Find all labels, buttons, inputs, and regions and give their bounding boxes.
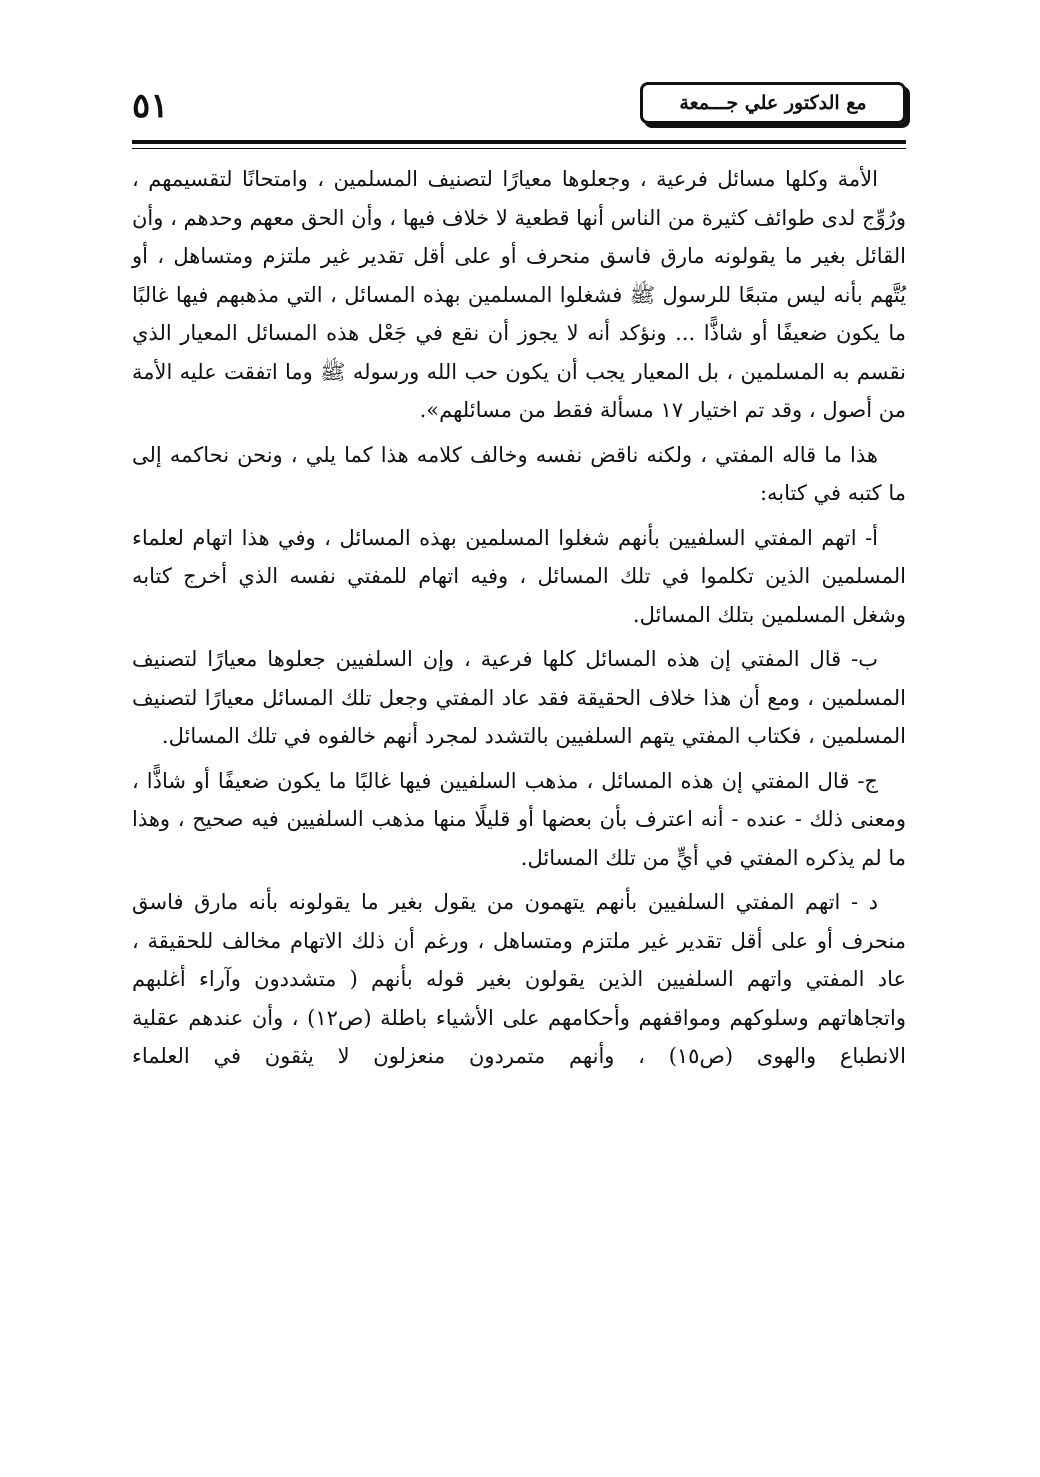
paragraph-point-d: د - اتهم المفتي السلفيين بأنهم يتهمون من يقول بغير ما يقولونه بأنه مارق فاسق منحرف أو على أقل تقدير غير ملتزم ومتساهل ، ورغم أن ذلك الاتهام مخالف للحقيقة ، عاد المفتي واتهم السلفيين الذين يقولون بغير قوله بأنهم ( متشددون وآراء أغلبهم واتجاهاتهم وسلوكهم ومواقفهم وأحكامهم على الأشياء باطلة (ص١٢) ، وأن عندهم عقلية الانطباع والهوى (ص١٥) ، وأنهم متمردون منعزلون لا يثقون في العلماء xyxy=(132,890,907,1068)
header-rule-thin xyxy=(132,148,906,149)
running-title-box xyxy=(640,82,906,124)
page-number: ٥١ xyxy=(132,86,169,126)
paragraph-point-b: ب- قال المفتي إن هذه المسائل كلها فرعية ، وإن السلفيين جعلوها معيارًا لتصنيف المسلمين ، ومع أن هذا خلاف الحقيقة فقد عاد المفتي وجعل تلك المسائل معيارًا لتصنيف المسلمين ، فكتاب المفتي يتهم السلفيين بالتشدد لمجرد أنهم خالفوه في تلك المسائل. xyxy=(132,647,906,748)
running-title: مع الدكتور علي جـــمعة xyxy=(679,92,867,114)
paragraph-point-c: ج- قال المفتي إن هذه المسائل ، مذهب السلفيين فيها غالبًا ما يكون ضعيفًا أو شاذًّا ، ومعنى ذلك - عنده - أنه اعترف بأن بعضها أو قليلًا منها مذهب السلفيين فيه صحيح ، وهذا ما لم يذكره المفتي في أيٍّ من تلك المسائل. xyxy=(132,768,906,870)
paragraph-quote-continuation: الأمة وكلها مسائل فرعية ، وجعلوها معيارًا لتصنيف المسلمين ، وامتحانًا لتقسيمهم ، ورُوِّج لدى طوائف كثيرة من الناس أنها قطعية لا خلاف فيها ، وأن الحق معهم وحدهم ، وأن القائل بغير ما يقولونه مارق فاسق منحرف أو على أقل تقدير غير ملتزم ومتساهل ، أو يُتَّهم بأنه ليس متبعًا للرسول ﷺ فشغلوا المسلمين بهذه المسائل ، التي مذهبهم فيها غالبًا ما يكون ضعيفًا أو شاذًّا ... ونؤكد أنه لا يجوز أن نقع في جَعْل هذه المسائل المعيار الذي نقسم به المسلمين ، بل المعيار يجب أن يكون حب الله ورسوله ﷺ وما اتفقت عليه الأمة من أصول ، وقد تم اختيار ١٧ مسألة فقط من مسائلهم». xyxy=(132,167,906,422)
header-rule-thick xyxy=(132,140,906,144)
page-body xyxy=(132,160,906,1082)
paragraph-intro: هذا ما قاله المفتي ، ولكنه ناقض نفسه وخالف كلامه هذا كما يلي ، ونحن نحاكمه إلى ما كتبه في كتابه: xyxy=(132,442,906,505)
page-header xyxy=(132,82,906,132)
paragraph-point-a: أ- اتهم المفتي السلفيين بأنهم شغلوا المسلمين بهذه المسائل ، وفي هذا اتهام لعلماء المسلمين الذين تكلموا في تلك المسائل ، وفيه اتهام للمفتي نفسه الذي أخرج كتابه وشغل المسلمين بتلك المسائل. xyxy=(132,525,906,627)
